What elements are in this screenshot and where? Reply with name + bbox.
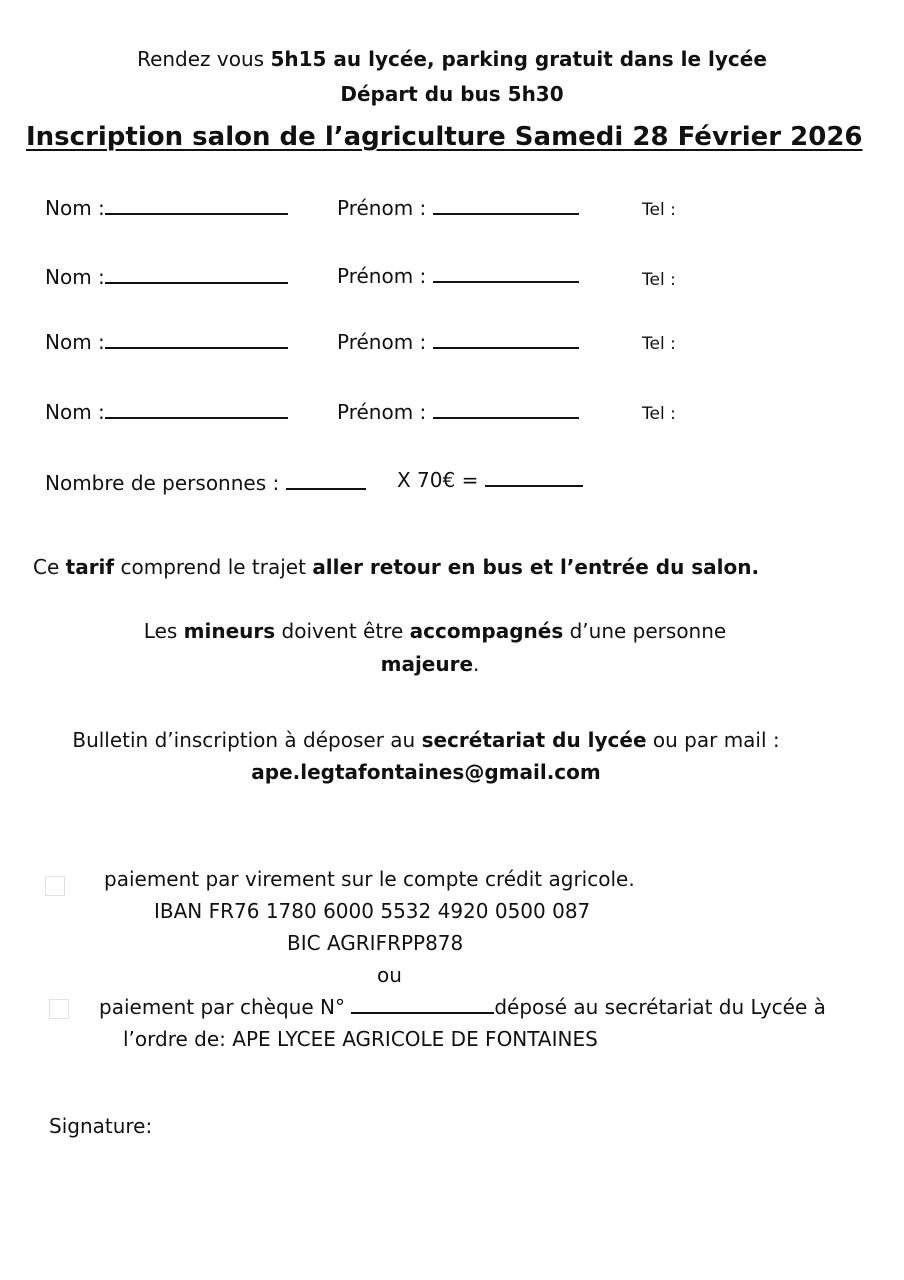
cheque-checkbox[interactable] <box>49 999 69 1019</box>
bus-departure: Départ du bus 5h30 <box>340 82 564 106</box>
virement-label: paiement par virement sur le compte crédit agricole. <box>104 867 635 891</box>
ou-text: ou <box>377 963 402 987</box>
nom-field-3[interactable]: Nom : <box>45 330 288 354</box>
cheque-ordre: l’ordre de: APE LYCEE AGRICOLE DE FONTAINES <box>123 1027 598 1051</box>
prenom-field-2[interactable]: Prénom : <box>337 264 579 288</box>
prenom-field-3[interactable]: Prénom : <box>337 330 579 354</box>
meeting-info: Rendez vous 5h15 au lycée, parking gratuit dans le lycée <box>137 47 767 71</box>
nom-field-1[interactable]: Nom : <box>45 196 288 220</box>
mineurs-info: Les mineurs doivent être accompagnés d’une personne <box>143 619 727 643</box>
tarif-info: Ce tarif comprend le trajet aller retour en bus et l’entrée du salon. <box>33 555 760 579</box>
contact-email[interactable]: ape.legtafontaines@gmail.com <box>251 760 601 784</box>
cheque-label: paiement par chèque N° déposé au secrétariat du Lycée à <box>99 995 826 1019</box>
virement-checkbox[interactable] <box>45 876 65 896</box>
majeure-info: majeure. <box>380 652 480 676</box>
nom-field-4[interactable]: Nom : <box>45 400 288 424</box>
signature-label: Signature: <box>49 1114 153 1138</box>
nombre-personnes-field[interactable]: Nombre de personnes : <box>45 471 366 495</box>
iban-text: IBAN FR76 1780 6000 5532 4920 0500 087 <box>154 899 591 923</box>
prenom-field-1[interactable]: Prénom : <box>337 196 579 220</box>
tel-field-2[interactable]: Tel : <box>642 270 676 290</box>
tel-field-4[interactable]: Tel : <box>642 404 676 424</box>
page-title: Inscription salon de l’agriculture Samedi 28 Février 2026 <box>26 122 863 152</box>
cheque-number-field[interactable] <box>351 1012 494 1014</box>
prenom-field-4[interactable]: Prénom : <box>337 400 579 424</box>
bic-text: BIC AGRIFRPP878 <box>287 931 464 955</box>
total-price-field[interactable]: X 70€ = <box>397 468 583 492</box>
tel-field-3[interactable]: Tel : <box>642 334 676 354</box>
tel-field-1[interactable]: Tel : <box>642 200 676 220</box>
bulletin-info: Bulletin d’inscription à déposer au secrétariat du lycée ou par mail : <box>72 728 780 752</box>
nom-field-2[interactable]: Nom : <box>45 265 288 289</box>
